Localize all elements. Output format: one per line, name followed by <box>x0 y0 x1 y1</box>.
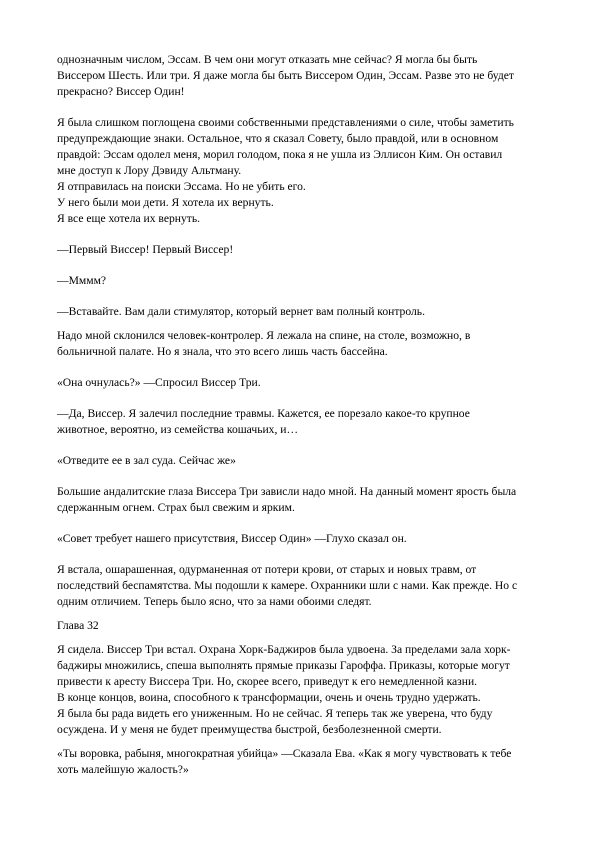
text-line: мне доступ к Лору Дэвиду Альтману. <box>57 164 242 177</box>
paragraph <box>57 179 557 195</box>
text-line: осуждена. И у меня не будет преимущества быстрой, безболезненной смерти. <box>57 723 442 736</box>
paragraph <box>57 242 557 258</box>
document-page <box>57 52 557 778</box>
text-line: сдержанным огнем. Страх был свежим и ярким. <box>57 501 295 514</box>
text-line: прекрасно? Виссер Один! <box>57 85 185 98</box>
text-line: «Совет требует нашего присутствия, Виссер Один» —Глухо сказал он. <box>57 532 407 545</box>
paragraph <box>57 484 557 516</box>
text-line: однозначным числом, Эссам. В чем они могут отказать мне сейчас? Я могла бы быть <box>57 53 478 66</box>
paragraph <box>57 115 557 179</box>
text-line: Глава 32 <box>57 619 99 632</box>
paragraph <box>57 746 557 778</box>
text-line: одним отличием. Теперь было ясно, что за нами обоими следят. <box>57 595 372 608</box>
text-line: «Она очнулась?» —Спросил Виссер Три. <box>57 376 261 389</box>
text-line: В конце концов, воина, способного к трансформации, очень и очень трудно удержать. <box>57 691 481 704</box>
paragraph <box>57 562 557 610</box>
paragraph <box>57 375 557 391</box>
paragraph <box>57 706 557 738</box>
text-line: последствий беспамятства. Мы подошли к камере. Охранники шли с нами. Как прежде. Но с <box>57 579 518 592</box>
text-line: —Да, Виссер. Я залечил последние травмы. Кажется, ее порезало какое-то крупное <box>57 407 470 420</box>
text-line: Большие андалитские глаза Виссера Три зависли надо мной. На данный момент ярость была <box>57 485 517 498</box>
chapter-heading <box>57 618 557 634</box>
text-line: Я была бы рада видеть его униженным. Но не сейчас. Я теперь так же уверена, что буду <box>57 707 493 720</box>
paragraph <box>57 195 557 211</box>
text-line: —Вставайте. Вам дали стимулятор, который вернет вам полный контроль. <box>57 305 425 318</box>
paragraph <box>57 453 557 469</box>
text-line: —Мммм? <box>57 274 107 287</box>
text-line: предупреждающие знаки. Остальное, что я сказал Совету, было правдой, или в основном <box>57 132 499 145</box>
text-line: больничной палате. Но я знала, что это всего лишь часть бассейна. <box>57 345 388 358</box>
text-line: баджиры множились, спеша выполнять прямые приказы Гароффа. Приказы, которые могут <box>57 659 510 672</box>
text-line: Я была слишком поглощена своими собственными представлениями о силе, чтобы заметить <box>57 116 514 129</box>
paragraph <box>57 273 557 289</box>
text-line: животное, вероятно, из семейства кошачьих, и… <box>57 423 299 436</box>
text-line: Я отправилась на поиски Эссама. Но не убить его. <box>57 180 306 193</box>
text-line: Я встала, ошарашенная, одурманенная от потери крови, от старых и новых травм, от <box>57 563 477 576</box>
text-line: привести к аресту Виссера Три. Но, скорее всего, приведут к его немедленной казни. <box>57 675 478 688</box>
paragraph <box>57 52 557 100</box>
text-line: хоть малейшую жалость?» <box>57 763 189 776</box>
text-line: правдой: Эссам одолел меня, морил голодом, пока я не ушла из Эллисон Ким. Он оставил <box>57 148 503 161</box>
paragraph <box>57 406 557 438</box>
paragraph <box>57 211 557 227</box>
text-line: Виссером Шесть. Или три. Я даже могла бы быть Виссером Один, Эссам. Разве это не будет <box>57 69 514 82</box>
text-line: Надо мной склонился человек-контролер. Я лежала на спине, на столе, возможно, в <box>57 329 471 342</box>
text-line: «Отведите ее в зал суда. Сейчас же» <box>57 454 236 467</box>
paragraph <box>57 642 557 690</box>
paragraph <box>57 304 557 320</box>
paragraph <box>57 531 557 547</box>
paragraph <box>57 328 557 360</box>
text-line: «Ты воровка, рабыня, многократная убийца» —Сказала Ева. «Как я могу чувствовать к тебе <box>57 747 512 760</box>
text-line: —Первый Виссер! Первый Виссер! <box>57 243 234 256</box>
text-line: Я все еще хотела их вернуть. <box>57 212 201 225</box>
text-line: У него были мои дети. Я хотела их вернуть. <box>57 196 274 209</box>
paragraph <box>57 690 557 706</box>
text-line: Я сидела. Виссер Три встал. Охрана Хорк-Баджиров была удвоена. За пределами зала хорк- <box>57 643 511 656</box>
